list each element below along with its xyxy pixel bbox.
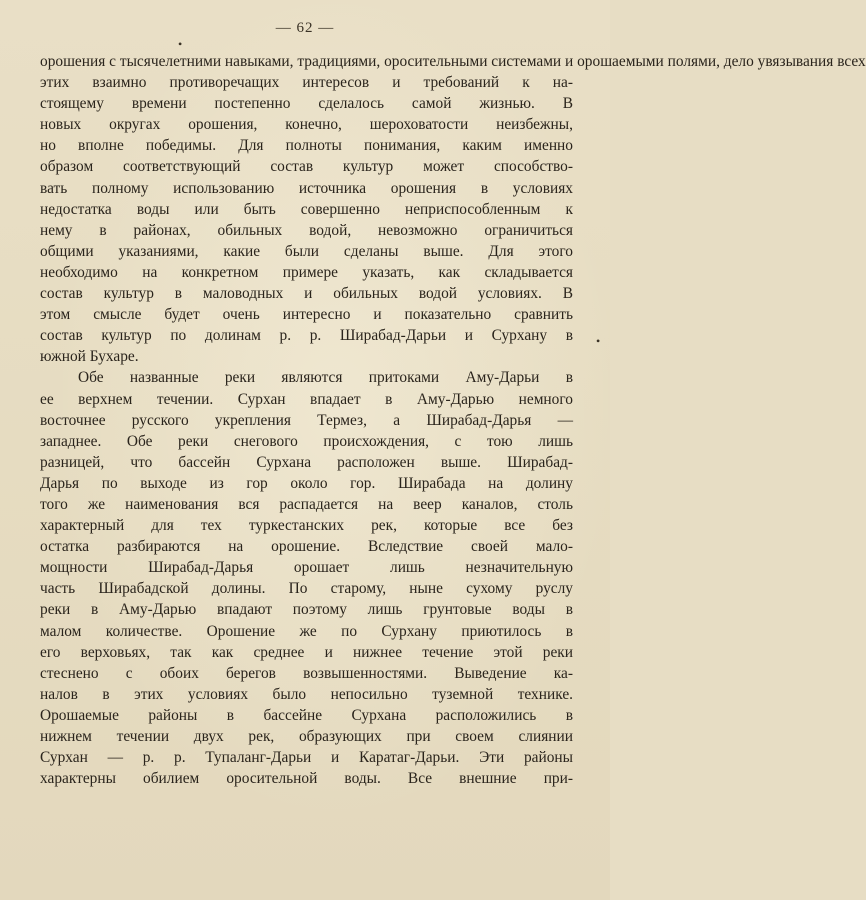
- text-line: Сурхан — р. р. Тупаланг-Дарьи и Каратаг-Дарьи. Эти районы: [40, 749, 573, 767]
- page-number: — 62 —: [275, 20, 335, 36]
- text-line: недостатка воды или быть совершенно неприспособленным к: [40, 200, 573, 218]
- text-line: нему в районах, обильных водой, невозможно ограничиться: [40, 221, 573, 239]
- text-line: южной Бухаре.: [40, 348, 139, 366]
- text-line: состав культур по долинам р. р. Ширабад-Дарьи и Сурхану в: [40, 327, 573, 345]
- text-line: восточнее русского укрепления Термез, а Ширабад-Дарья —: [40, 411, 573, 429]
- text-line: Орошаемые районы в бассейне Сурхана расположились в: [40, 706, 573, 724]
- text-line: того же наименования вся распадается на веер каналов, столь: [40, 495, 573, 513]
- text-line: остатка разбираются на орошение. Вследствие своей мало-: [40, 538, 573, 556]
- text-line: реки в Аму-Дарью впадают поэтому лишь грунтовые воды в: [40, 601, 573, 619]
- text-line: состав культур в маловодных и обильных водой условиях. В: [40, 285, 573, 303]
- text-line: часть Ширабадской долины. По старому, ныне сухому руслу: [40, 580, 573, 598]
- text-line: стоящему времени постепенно сделалось самой жизнью. В: [40, 95, 573, 113]
- text-line: стеснено с обоих берегов возвышенностями. Выведение ка-: [40, 664, 573, 682]
- text-line: образом соответствующий состав культур может способство-: [40, 158, 573, 176]
- text-line: но вполне победимы. Для полноты понимания, каким именно: [40, 137, 573, 155]
- text-line: Дарья по выходе из гор около гор. Ширабада на долину: [40, 474, 573, 492]
- text-line: вать полному использованию источника орошения в условиях: [40, 179, 573, 197]
- text-line: этих взаимно противоречащих интересов и требований к на-: [40, 74, 573, 92]
- text-line: ее верхнем течении. Сурхан впадает в Аму-Дарью немного: [40, 390, 573, 408]
- text-line: разницей, что бассейн Сурхана расположен выше. Ширабад-: [40, 453, 573, 471]
- text-line: общими указаниями, какие были сделаны выше. Для этого: [40, 242, 573, 260]
- text-line: характерны обилием оросительной воды. Все внешние при-: [40, 770, 573, 788]
- text-line: нижнем течении двух рек, образующих при своем слиянии: [40, 728, 573, 745]
- text-line: характерный для тех туркестанских рек, которые все без: [40, 517, 573, 535]
- text-line: Обе названные реки являются притоками Аму-Дарьи в: [78, 369, 573, 387]
- text-line: новых округах орошения, конечно, шероховатости неизбежны,: [40, 116, 573, 134]
- text-line: западнее. Обе реки снегового происхождения, с тою лишь: [40, 432, 573, 450]
- body-text: [40, 51, 866, 789]
- text-line: орошения с тысячелетними навыками, традициями, оросительными системами и орошаемыми полями, дело увязывания всех: [40, 53, 866, 70]
- text-line: малом количестве. Орошение же по Сурхану приютилось в: [40, 622, 573, 640]
- text-line: налов в этих условиях было непосильно туземной технике.: [40, 685, 573, 703]
- ink-dot-mark: •: [178, 37, 183, 51]
- ink-dot-mark: •: [596, 334, 601, 348]
- text-line: этом смысле будет очень интересно и показательно сравнить: [40, 306, 573, 324]
- text-line: необходимо на конкретном примере указать, как складывается: [40, 263, 573, 281]
- text-line: его верховьях, так как среднее и нижнее течение этой реки: [40, 643, 573, 661]
- text-line: мощности Ширабад-Дарья орошает лишь незначительную: [40, 559, 573, 577]
